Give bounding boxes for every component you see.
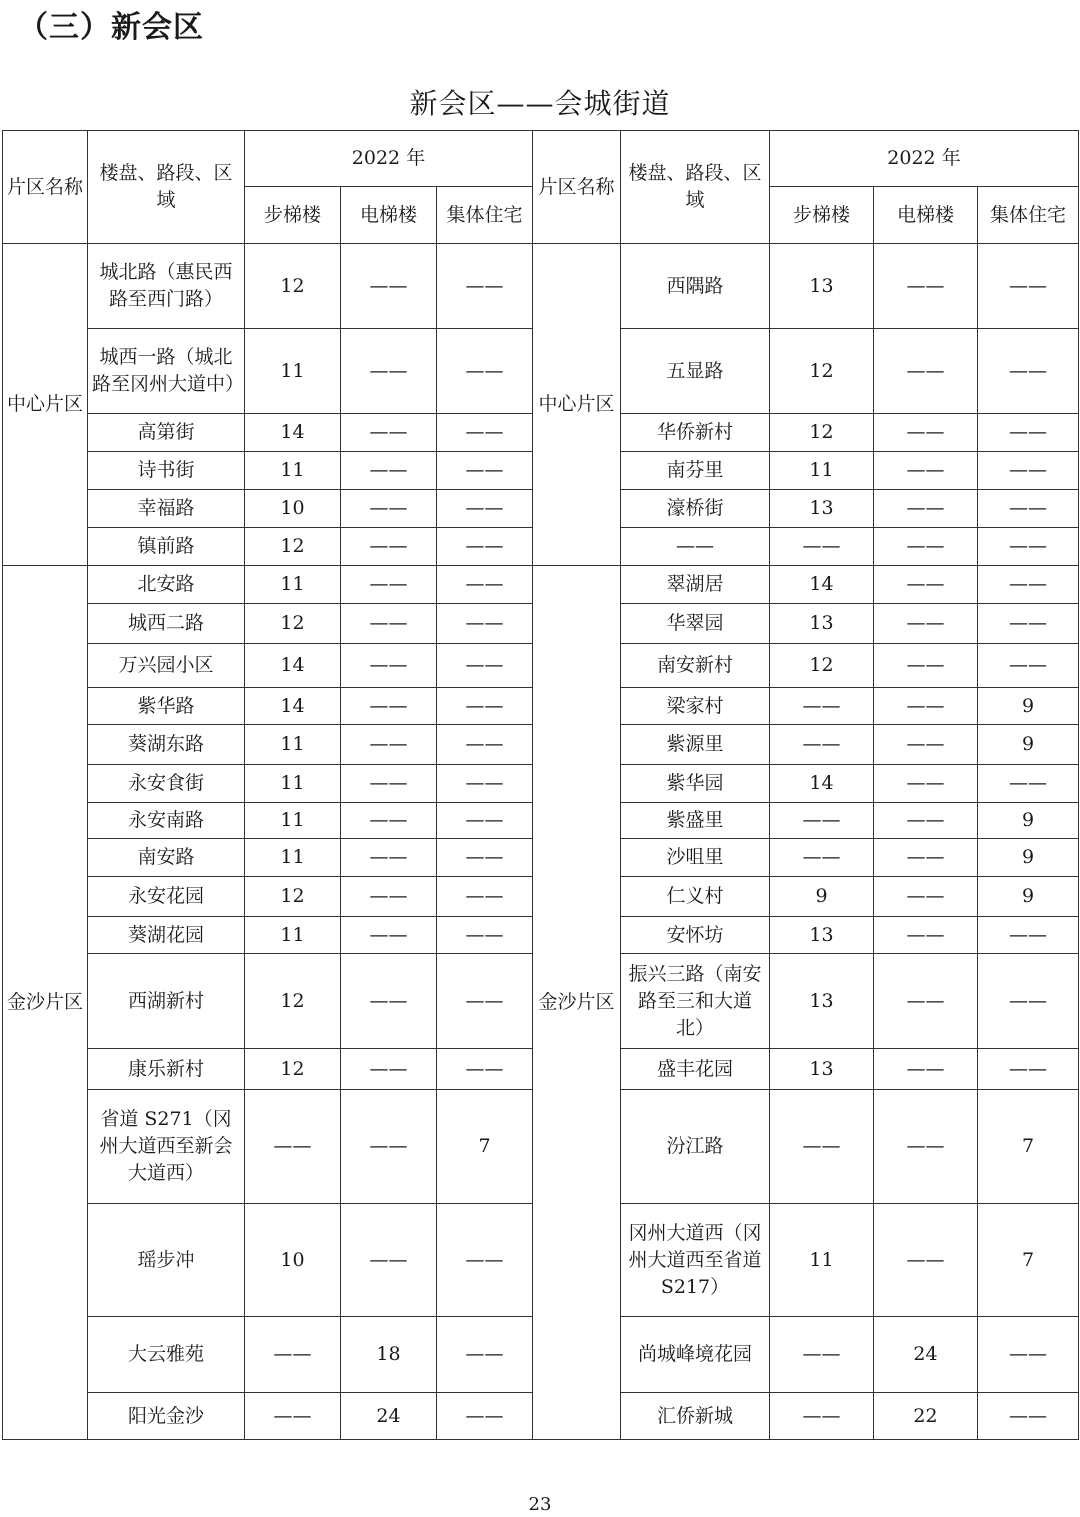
collective-cell: —— <box>437 1049 533 1090</box>
elevator-cell: 22 <box>874 1393 978 1440</box>
collective-cell: —— <box>437 414 533 452</box>
price-table <box>2 130 1079 1440</box>
collective-cell: —— <box>437 490 533 528</box>
collective-cell: —— <box>437 839 533 877</box>
location-cell: 华翠园 <box>621 604 770 644</box>
elevator-cell: —— <box>341 452 437 490</box>
collective-cell: —— <box>437 1204 533 1317</box>
stair-cell: —— <box>770 725 874 765</box>
collective-cell: —— <box>978 452 1079 490</box>
elevator-cell: —— <box>341 765 437 803</box>
location-cell: —— <box>621 528 770 566</box>
stair-cell: —— <box>770 1090 874 1204</box>
location-cell: 汾江路 <box>621 1090 770 1204</box>
collective-cell: —— <box>437 803 533 839</box>
stair-cell: 11 <box>245 839 341 877</box>
location-cell: 安怀坊 <box>621 917 770 954</box>
header-year: 2022 年 <box>770 131 1079 187</box>
stair-cell: —— <box>770 1393 874 1440</box>
collective-cell: —— <box>978 490 1079 528</box>
location-cell: 大云雅苑 <box>88 1317 245 1393</box>
stair-cell: 12 <box>245 954 341 1049</box>
collective-cell: —— <box>978 644 1079 688</box>
location-cell: 五显路 <box>621 329 770 414</box>
elevator-cell: —— <box>341 917 437 954</box>
elevator-cell: 18 <box>341 1317 437 1393</box>
stair-cell: 10 <box>245 490 341 528</box>
stair-cell: 12 <box>245 877 341 917</box>
collective-cell: —— <box>437 1393 533 1440</box>
stair-cell: —— <box>770 839 874 877</box>
location-cell: 南安新村 <box>621 644 770 688</box>
stair-cell: 11 <box>245 765 341 803</box>
stair-cell: 12 <box>245 244 341 329</box>
stair-cell: 12 <box>245 528 341 566</box>
stair-cell: 11 <box>245 725 341 765</box>
header-year: 2022 年 <box>245 131 533 187</box>
collective-cell: —— <box>978 329 1079 414</box>
stair-cell: 11 <box>245 803 341 839</box>
collective-cell: 7 <box>437 1090 533 1204</box>
elevator-cell: —— <box>874 765 978 803</box>
collective-cell: —— <box>978 1049 1079 1090</box>
elevator-cell: —— <box>874 1204 978 1317</box>
stair-cell: —— <box>245 1090 341 1204</box>
location-cell: 南芬里 <box>621 452 770 490</box>
stair-cell: —— <box>245 1393 341 1440</box>
stair-cell: 11 <box>245 917 341 954</box>
location-cell: 万兴园小区 <box>88 644 245 688</box>
stair-cell: 12 <box>245 604 341 644</box>
location-cell: 永安食街 <box>88 765 245 803</box>
location-cell: 翠湖居 <box>621 566 770 604</box>
header-elevator: 电梯楼 <box>341 187 437 244</box>
collective-cell: —— <box>978 1393 1079 1440</box>
stair-cell: 12 <box>770 329 874 414</box>
elevator-cell: —— <box>874 490 978 528</box>
section-title: （三）新会区 <box>18 10 204 45</box>
location-cell: 北安路 <box>88 566 245 604</box>
elevator-cell: —— <box>874 688 978 725</box>
elevator-cell: —— <box>874 528 978 566</box>
elevator-cell: —— <box>341 528 437 566</box>
location-cell: 沙咀里 <box>621 839 770 877</box>
elevator-cell: —— <box>341 877 437 917</box>
header-district: 片区名称 <box>3 131 88 244</box>
location-cell: 仁义村 <box>621 877 770 917</box>
elevator-cell: —— <box>341 566 437 604</box>
header-location: 楼盘、路段、区域 <box>621 131 770 244</box>
collective-cell: 7 <box>978 1090 1079 1204</box>
stair-cell: 11 <box>770 1204 874 1317</box>
collective-cell: —— <box>437 725 533 765</box>
stair-cell: 13 <box>770 954 874 1049</box>
collective-cell: —— <box>978 566 1079 604</box>
stair-cell: 14 <box>245 644 341 688</box>
collective-cell: —— <box>437 528 533 566</box>
elevator-cell: —— <box>341 414 437 452</box>
stair-cell: 13 <box>770 490 874 528</box>
collective-cell: —— <box>437 566 533 604</box>
elevator-cell: —— <box>341 644 437 688</box>
collective-cell: 9 <box>978 725 1079 765</box>
collective-cell: 7 <box>978 1204 1079 1317</box>
location-cell: 葵湖东路 <box>88 725 245 765</box>
location-cell: 紫华路 <box>88 688 245 725</box>
location-cell: 汇侨新城 <box>621 1393 770 1440</box>
stair-cell: —— <box>770 528 874 566</box>
header-stair: 步梯楼 <box>770 187 874 244</box>
header-location: 楼盘、路段、区域 <box>88 131 245 244</box>
stair-cell: 11 <box>245 566 341 604</box>
stair-cell: 13 <box>770 604 874 644</box>
elevator-cell: —— <box>874 839 978 877</box>
location-cell: 康乐新村 <box>88 1049 245 1090</box>
stair-cell: 14 <box>770 765 874 803</box>
location-cell: 高第街 <box>88 414 245 452</box>
elevator-cell: 24 <box>874 1317 978 1393</box>
district-cell: 金沙片区 <box>3 566 88 1440</box>
location-cell: 紫源里 <box>621 725 770 765</box>
header-row <box>3 131 1079 187</box>
location-cell: 华侨新村 <box>621 414 770 452</box>
stair-cell: 14 <box>245 414 341 452</box>
collective-cell: —— <box>437 244 533 329</box>
elevator-cell: —— <box>874 803 978 839</box>
location-cell: 永安花园 <box>88 877 245 917</box>
location-cell: 尚城峰境花园 <box>621 1317 770 1393</box>
location-cell: 紫盛里 <box>621 803 770 839</box>
collective-cell: —— <box>978 414 1079 452</box>
collective-cell: —— <box>978 765 1079 803</box>
collective-cell: 9 <box>978 803 1079 839</box>
district-cell: 中心片区 <box>533 244 621 566</box>
location-cell: 诗书街 <box>88 452 245 490</box>
elevator-cell: —— <box>874 414 978 452</box>
elevator-cell: —— <box>341 1204 437 1317</box>
stair-cell: 14 <box>770 566 874 604</box>
stair-cell: 11 <box>245 452 341 490</box>
stair-cell: 13 <box>770 244 874 329</box>
collective-cell: —— <box>437 688 533 725</box>
stair-cell: 12 <box>770 414 874 452</box>
collective-cell: —— <box>437 604 533 644</box>
elevator-cell: —— <box>874 725 978 765</box>
collective-cell: —— <box>978 244 1079 329</box>
stair-cell: 11 <box>770 452 874 490</box>
location-cell: 省道 S271（冈州大道西至新会大道西） <box>88 1090 245 1204</box>
elevator-cell: —— <box>341 490 437 528</box>
elevator-cell: —— <box>341 954 437 1049</box>
collective-cell: —— <box>978 1317 1079 1393</box>
elevator-cell: —— <box>874 1049 978 1090</box>
location-cell: 南安路 <box>88 839 245 877</box>
collective-cell: —— <box>437 954 533 1049</box>
collective-cell: —— <box>437 765 533 803</box>
elevator-cell: —— <box>341 725 437 765</box>
collective-cell: —— <box>437 644 533 688</box>
elevator-cell: —— <box>874 452 978 490</box>
table-row <box>3 244 1079 329</box>
collective-cell: 9 <box>978 877 1079 917</box>
collective-cell: —— <box>978 604 1079 644</box>
stair-cell: —— <box>770 803 874 839</box>
elevator-cell: —— <box>874 917 978 954</box>
stair-cell: —— <box>245 1317 341 1393</box>
location-cell: 幸福路 <box>88 490 245 528</box>
stair-cell: 10 <box>245 1204 341 1317</box>
table-row <box>3 566 1079 604</box>
collective-cell: 9 <box>978 688 1079 725</box>
collective-cell: 9 <box>978 839 1079 877</box>
collective-cell: —— <box>437 917 533 954</box>
elevator-cell: —— <box>874 1090 978 1204</box>
location-cell: 濠桥街 <box>621 490 770 528</box>
location-cell: 城西一路（城北路至冈州大道中） <box>88 329 245 414</box>
location-cell: 盛丰花园 <box>621 1049 770 1090</box>
collective-cell: —— <box>978 954 1079 1049</box>
location-cell: 西隅路 <box>621 244 770 329</box>
elevator-cell: —— <box>341 803 437 839</box>
elevator-cell: —— <box>341 329 437 414</box>
elevator-cell: —— <box>874 329 978 414</box>
collective-cell: —— <box>437 877 533 917</box>
location-cell: 城北路（惠民西路至西门路） <box>88 244 245 329</box>
elevator-cell: —— <box>341 604 437 644</box>
stair-cell: 14 <box>245 688 341 725</box>
elevator-cell: —— <box>874 244 978 329</box>
location-cell: 瑶步冲 <box>88 1204 245 1317</box>
elevator-cell: —— <box>874 877 978 917</box>
location-cell: 镇前路 <box>88 528 245 566</box>
header-collective: 集体住宅 <box>978 187 1079 244</box>
header-stair: 步梯楼 <box>245 187 341 244</box>
header-collective: 集体住宅 <box>437 187 533 244</box>
location-cell: 振兴三路（南安路至三和大道北） <box>621 954 770 1049</box>
header-district: 片区名称 <box>533 131 621 244</box>
collective-cell: —— <box>437 1317 533 1393</box>
elevator-cell: —— <box>874 954 978 1049</box>
location-cell: 紫华园 <box>621 765 770 803</box>
location-cell: 西湖新村 <box>88 954 245 1049</box>
collective-cell: —— <box>437 329 533 414</box>
district-cell: 金沙片区 <box>533 566 621 1440</box>
location-cell: 城西二路 <box>88 604 245 644</box>
elevator-cell: —— <box>341 688 437 725</box>
location-cell: 阳光金沙 <box>88 1393 245 1440</box>
elevator-cell: —— <box>341 1049 437 1090</box>
collective-cell: —— <box>978 528 1079 566</box>
stair-cell: 12 <box>770 644 874 688</box>
collective-cell: —— <box>978 917 1079 954</box>
location-cell: 冈州大道西（冈州大道西至省道 S217） <box>621 1204 770 1317</box>
district-cell: 中心片区 <box>3 244 88 566</box>
stair-cell: —— <box>770 1317 874 1393</box>
stair-cell: 13 <box>770 1049 874 1090</box>
stair-cell: 9 <box>770 877 874 917</box>
elevator-cell: —— <box>874 566 978 604</box>
elevator-cell: —— <box>341 244 437 329</box>
collective-cell: —— <box>437 452 533 490</box>
elevator-cell: —— <box>341 1090 437 1204</box>
header-elevator: 电梯楼 <box>874 187 978 244</box>
stair-cell: 13 <box>770 917 874 954</box>
stair-cell: 12 <box>245 1049 341 1090</box>
location-cell: 葵湖花园 <box>88 917 245 954</box>
page-number: 23 <box>528 1494 552 1515</box>
location-cell: 梁家村 <box>621 688 770 725</box>
elevator-cell: —— <box>341 839 437 877</box>
location-cell: 永安南路 <box>88 803 245 839</box>
elevator-cell: —— <box>874 604 978 644</box>
stair-cell: 11 <box>245 329 341 414</box>
elevator-cell: 24 <box>341 1393 437 1440</box>
stair-cell: —— <box>770 688 874 725</box>
table-title: 新会区——会城街道 <box>409 87 671 120</box>
elevator-cell: —— <box>874 644 978 688</box>
